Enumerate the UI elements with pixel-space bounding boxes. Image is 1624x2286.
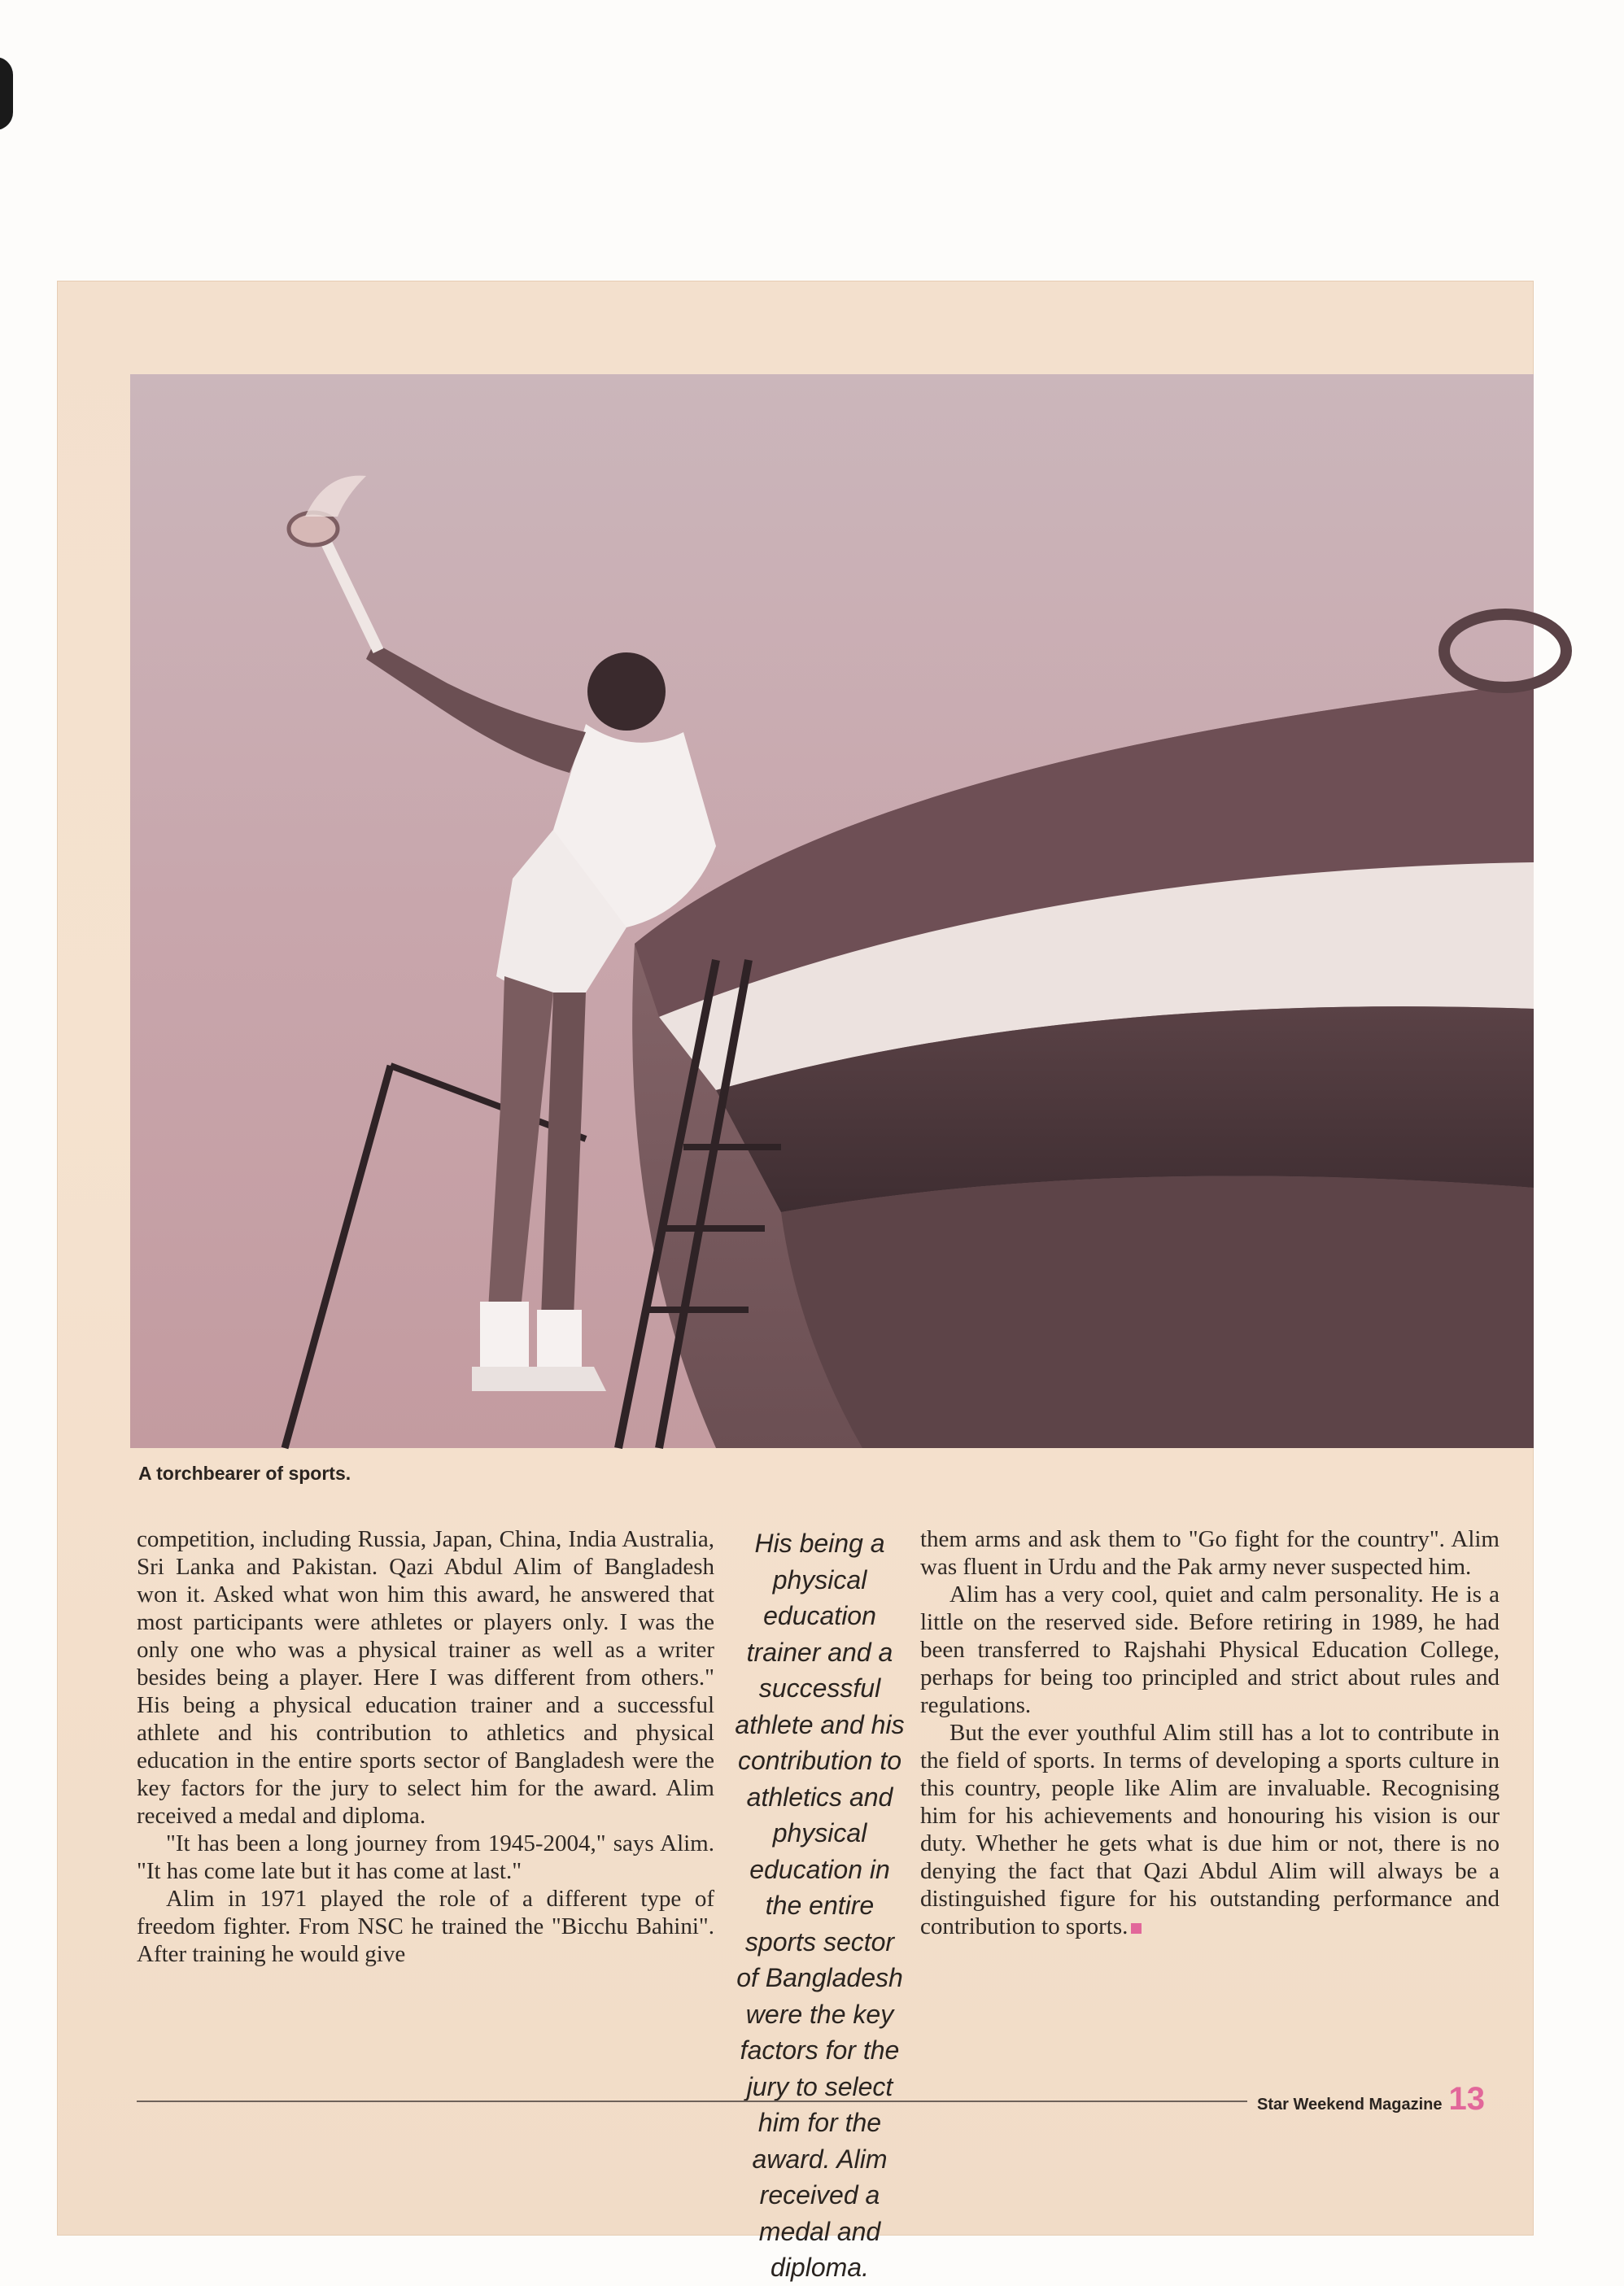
- article-paragraph: Alim in 1971 played the role of a different type of freedom fighter. From NSC he trained the "Bicchu Bahini". After training he would give: [137, 1886, 714, 1967]
- magazine-page: [57, 281, 1534, 2282]
- article-right-column: [920, 1525, 1500, 1940]
- torchbearer-illustration: [130, 374, 1534, 1448]
- scan-edge-mark: [0, 57, 13, 130]
- footer-rule: [137, 2101, 1247, 2102]
- photo-caption: A torchbearer of sports.: [138, 1463, 351, 1484]
- publication-name: Star Weekend Magazine: [1257, 2096, 1443, 2114]
- pull-quote: His being a physical education trainer and a successful athlete and his contribution to athletics and physical education in the entire sports sector of Bangladesh were the key factors for the jury to select him for the award. Alim received a medal and diploma.: [735, 1529, 905, 2282]
- article-paragraph: competition, including Russia, Japan, China, India Australia, Sri Lanka and Pakistan. Qazi Abdul Alim of Bangladesh won it. Asked what won him this award, he answered that most participants were athletes or players only. I was the only one who was a physical trainer as well as a writer besides being a player. Here I was different from others." His being a physical education trainer and a successful athlete and his contribution to athletics and physical education in the entire sports sector of Bangladesh were the key factors for the jury to select him for the award. Alim received a medal and diploma.: [137, 1526, 714, 1829]
- article-paragraph: them arms and ask them to "Go fight for the country". Alim was fluent in Urdu and the Pak army never suspected him.: [920, 1526, 1500, 1580]
- torchbearer-photo: [130, 374, 1534, 1448]
- end-of-article-mark: [1131, 1923, 1142, 1934]
- page-footer: [1257, 2081, 1485, 2118]
- article-left-column: [137, 1525, 714, 1968]
- page-number: 13: [1448, 2081, 1485, 2117]
- article-paragraph: Alim has a very cool, quiet and calm personality. He is a little on the reserved side. Before retiring in 1989, he had been transferred to Rajshahi Physical Education College, perhaps for being too principled and strict about rules and regulations.: [920, 1581, 1500, 1718]
- article-paragraph-text: But the ever youthful Alim still has a lot to contribute in the field of sports. In terms of developing a sports culture in this country, people like Alim are invaluable. Recognising him for his achievements and honouring his vision is our duty. Whether he gets what is due him or not, there is no denying the fact that Qazi Abdul Alim will always be a distinguished figure for his outstanding performance and contribution to sports.: [920, 1720, 1500, 1939]
- article-paragraph: "It has been a long journey from 1945-2004," says Alim. "It has come late but it has come at last.": [137, 1830, 714, 1884]
- article-paragraph: [920, 1719, 1500, 1940]
